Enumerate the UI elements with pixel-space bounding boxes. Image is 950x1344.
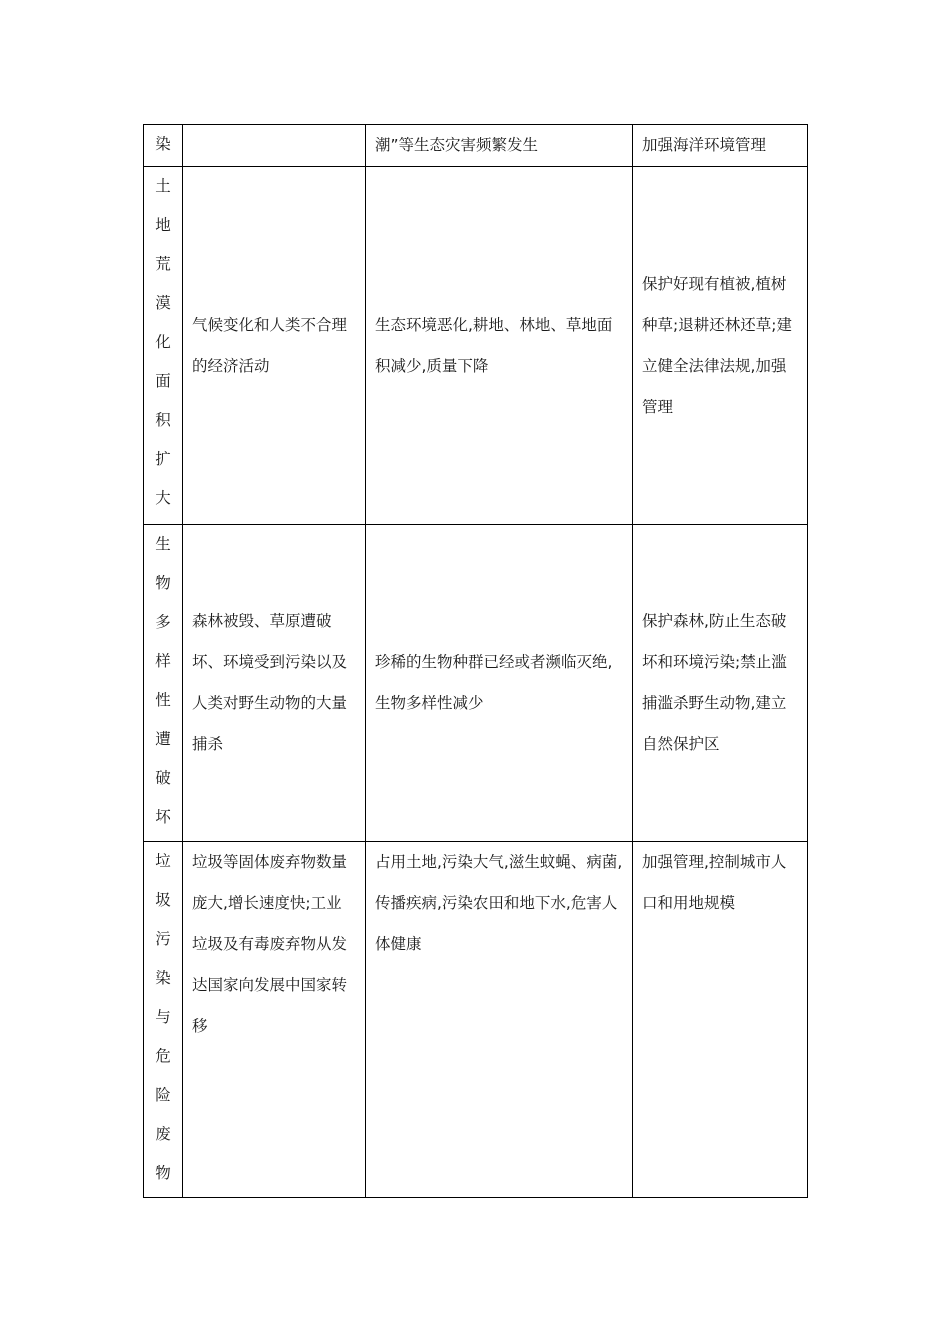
cause-cell: 垃圾等固体废弃物数量庞大,增长速度快;工业垃圾及有毒废弃物从发达国家向发展中国家转移 (183, 842, 366, 1198)
table-row (144, 842, 808, 1198)
problem-label: 染 (155, 135, 171, 153)
table-row (144, 167, 808, 525)
problem-cell (144, 842, 183, 1198)
measure-cell: 保护森林,防止生态破坏和环境污染;禁止滥捕滥杀野生动物,建立自然保护区 (633, 525, 808, 842)
table-row (144, 525, 808, 842)
harm-cell: 占用土地,污染大气,滋生蚊蝇、病菌,传播疾病,污染农田和地下水,危害人体健康 (366, 842, 633, 1198)
table-row (144, 125, 808, 167)
environment-problems-table (143, 124, 808, 1198)
harm-cell: 生态环境恶化,耕地、林地、草地面积减少,质量下降 (366, 167, 633, 525)
harm-cell: 珍稀的生物种群已经或者濒临灭绝,生物多样性减少 (366, 525, 633, 842)
problem-cell (144, 525, 183, 842)
problem-label: 生物多样性遭破坏 (155, 535, 171, 826)
cause-cell (183, 125, 366, 167)
problem-label: 土地荒漠化面积扩大 (155, 177, 171, 507)
problem-cell (144, 125, 183, 167)
measure-cell: 保护好现有植被,植树种草;退耕还林还草;建立健全法律法规,加强管理 (633, 167, 808, 525)
cause-cell: 森林被毁、草原遭破坏、环境受到污染以及人类对野生动物的大量捕杀 (183, 525, 366, 842)
problem-label: 垃圾污染与危险废物 (155, 852, 171, 1182)
harm-cell: 潮”等生态灾害频繁发生 (366, 125, 633, 167)
measure-cell: 加强海洋环境管理 (633, 125, 808, 167)
problem-cell (144, 167, 183, 525)
cause-cell: 气候变化和人类不合理的经济活动 (183, 167, 366, 525)
measure-cell: 加强管理,控制城市人口和用地规模 (633, 842, 808, 1198)
